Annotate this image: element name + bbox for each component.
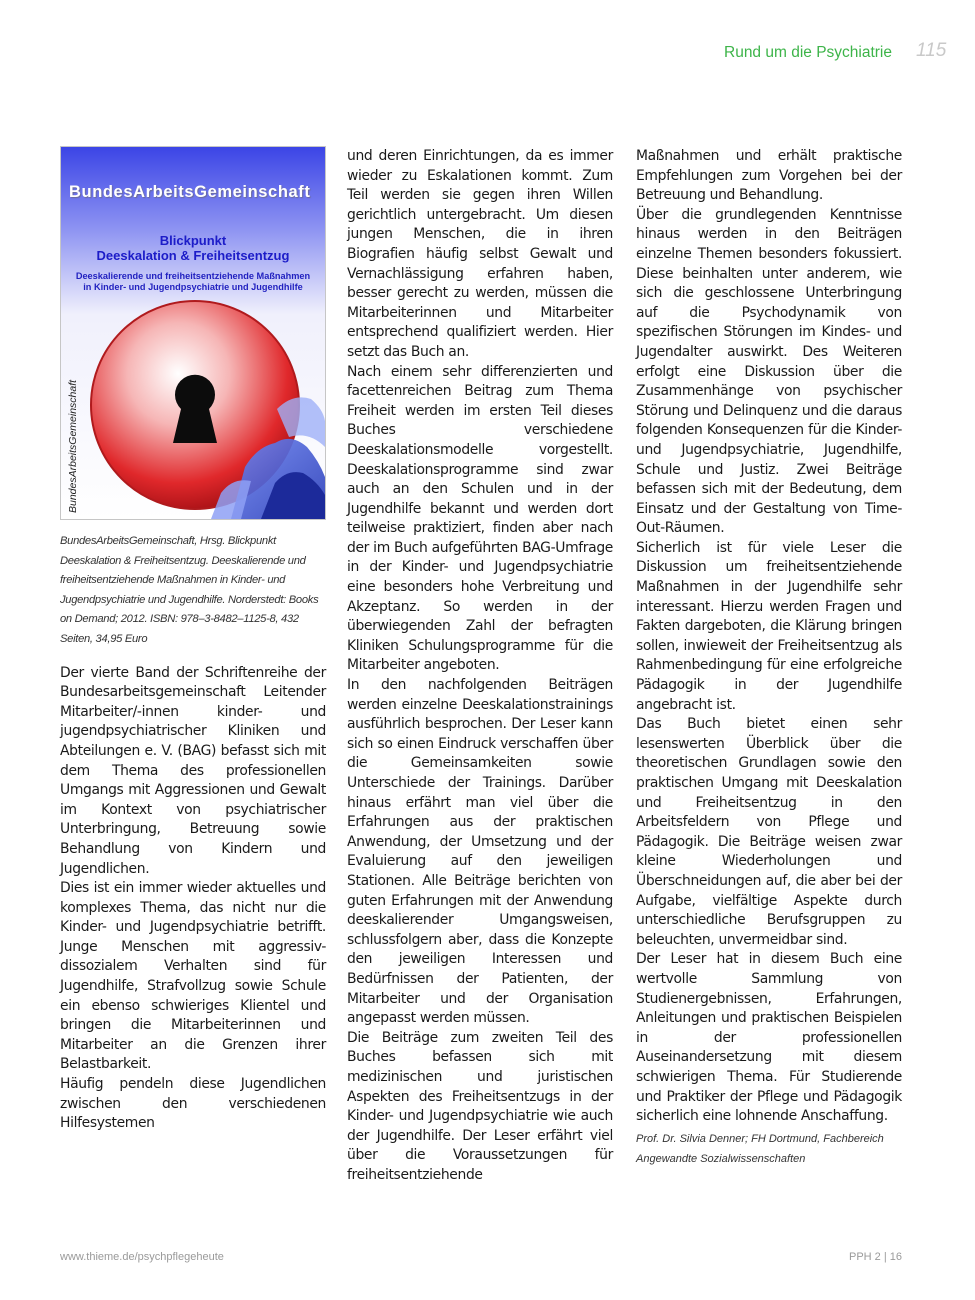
paragraph: In den nachfolgenden Beiträgen werden einzelne Deeskalationstrainings ausführlich besprochen. Der Leser kann sich so einen Eindruck verschaffen über die Gemeinsamkeiten sowie Unterschiede der Trainings. Darüber hinaus erfährt man viel über die Erfahrungen aus der praktischen Anwendung, der Umsetzung und der Evaluierung auf den jeweiligen Stationen. Alle Beiträge berichten von guten Erfahrungen mit der Anwendung deeskalierender Umgangsweisen, schlussfolgern aber, dass die Konzepte den jeweiligen Interessen und Bedürfnissen der Patienten, der Mitarbeiter und der Organisation angepasst werden müssen. xyxy=(347,677,613,1027)
book-caption: BundesArbeitsGemeinschaft, Hrsg. Blickpunkt Deeskalation & Freiheitsentzug. Deeskalierende und freiheitsentziehende Maßnahmen in Kinder- und Jugendpsychiatrie und Jugendhilfe. Norderstedt: Books on Demand; 2012. ISBN: 978–3-8482–1125-8, 432 Seiten, 34,95 Euro xyxy=(60,535,319,645)
cover-spine-text: BundesArbeitsGemeinschaft xyxy=(67,379,79,513)
paragraph: Über die grundlegenden Kenntnisse hinaus werden in den Beiträgen einzelne Themen besonders fokussiert. Diese beinhalten unter anderem, wie sich die geschlossene Unterbringung auf die Psychodynamik von spezifischen Störungen im Kindes- und Jugendalter auswirkt. Des Weiteren erfolgt eine Diskussion über die Zusammenhänge von psychischer Störung und Delinquenz und die daraus folgenden Konsequenzen für die Kinder- und Jugendpsychiatrie, Jugendhilfe, Schule und Justiz. Zwei Beiträge befassen sich mit der Bedeutung, dem Einsatz und der Gestaltung von Time-Out-Räumen. xyxy=(636,206,902,537)
book-cover-image xyxy=(60,146,326,520)
paragraph: Maßnahmen und erhält praktische Empfehlungen zum Vorgehen bei der Betreuung und Behandlung. xyxy=(636,148,902,204)
paragraph: und deren Einrichtungen, da es immer wieder zu Eskalationen kommt. Zum Teil werden sie gegen ihren Willen gerichtlich untergebracht. Um diesen jungen Menschen, die in ihren Biografien häufig selbst Gewalt und Vernachlässigung erfahren haben, besser gerecht zu werden, müssen die Mitarbeiterinnen und Mitarbeiter entsprechend qualifiziert werden. Hier setzt das Buch an. xyxy=(347,148,613,360)
column-3 xyxy=(636,147,902,1169)
cover-subtitle: Deeskalierende und freiheitsentziehende Maßnahmen in Kinder- und Jugendpsychiatrie und Jugendhilfe xyxy=(75,271,311,292)
paragraph: Sicherlich ist für viele Leser die Diskussion um freiheitsentziehende Maßnahmen in der Jugendhilfe sehr interessant. Hierzu werden Fragen und Fakten dargeboten, die Klärung bringen sollen, inwieweit der Freiheitsentzug als Rahmenbedingung für eine erfolgreiche Pädagogik in der Jugendhilfe angebracht ist. xyxy=(636,539,902,713)
paragraph: Häufig pendeln diese Jugendlichen zwischen den verschiedenen Hilfesystemen xyxy=(60,1076,326,1132)
paragraph: Das Buch bietet einen sehr lesenswerten Überblick über die theoretischen Grundlagen sowie den praktischen Umgang mit Deeskalation und Freiheitsentzug in den Arbeitsfeldern von Pflege und Pädagogik. Die Beiträge weisen zwar kleine Wiederholungen und Überschneidungen auf, die aber bei der Aufgabe, vielfältige Aspekte durch unterschiedliche Berufsgruppen zu beleuchten, unvermeidbar sind. xyxy=(636,716,902,948)
section-title: Rund um die Psychiatrie xyxy=(724,44,892,61)
column-1-text xyxy=(60,664,326,1134)
paragraph: Nach einem sehr differenzierten und facettenreichen Beitrag zum Thema Freiheit werden im ersten Teil dieses Buches verschiedene Deeskalationsmodelle vorgestellt. Deeskalationsprogramme sind zwar auch an den Schulen und in der Jugendhilfe bekannt und werden dort teilweise praktiziert, finden aber nach der im Buch aufgeführten BAG-Umfrage in der Kinder- und Jugendpsychiatrie eine besonders hohe Verbreitung und Akzeptanz. So werden in der überwiegenden Zahl der befragten Kliniken Schulungsprogramme für die Mitarbeiter angeboten. xyxy=(347,363,613,674)
page-number: 115 xyxy=(916,40,947,61)
footer-issue: PPH 2 | 16 xyxy=(849,1251,902,1263)
paragraph: Der Leser hat in diesem Buch eine wertvolle Sammlung von Studienergebnissen, Erfahrungen, Anleitungen und praktischen Beispielen in der professionellen Auseinandersetzung mit diesem schwierigen Thema. Für Studierende und Praktiker der Pflege und Pädagogik sicherlich eine lohnende Anschaffung. xyxy=(636,951,902,1125)
column-1 xyxy=(60,146,326,1134)
cover-title-line2: Deeskalation & Freiheitsentzug xyxy=(96,248,290,263)
cover-artwork xyxy=(61,147,325,519)
footer-url: www.thieme.de/psychpflegeheute xyxy=(60,1251,224,1263)
reviewer-credit: Prof. Dr. Silvia Denner; FH Dortmund, Fachbereich Angewandte Sozialwissenschaften xyxy=(636,1132,884,1165)
paragraph: Der vierte Band der Schriftenreihe der Bundesarbeitsgemeinschaft Leitender Mitarbeiter/-innen kinder- und jugendpsychiatrischer Kliniken und Abteilungen e. V. (BAG) befasst sich mit dem Thema des professionellen Umgangs mit Aggressionen und Gewalt im Kontext von psychiatrischer Unterbringung, Betreuung sowie Behandlung von Kindern und Jugendlichen. xyxy=(60,664,326,877)
cover-series-title: BundesArbeitsGemeinschaft xyxy=(69,183,311,201)
column-2 xyxy=(347,147,613,1185)
paragraph: Dies ist ein immer wieder aktuelles und komplexes Thema, das nicht nur die Kinder- und Jugendpsychiatrie betrifft. Junge Menschen mit aggressiv-dissozialem Verhalten sind für Jugendhilfe, Strafvollzug sowie Schule ein ebenso schwieriges Klientel und bringen die Mitarbeiterinnen und Mitarbeiter an die Grenzen ihrer Belastbarkeit. xyxy=(60,880,326,1073)
cover-title-line1: Blickpunkt xyxy=(159,233,227,248)
paragraph: Die Beiträge zum zweiten Teil des Buches befassen sich mit medizinischen und juristischen Aspekten des Freiheitsentzugs in der Kinder- und Jugendpsychiatrie wie auch der Jugendhilfe. Der Leser erfährt viel über die Voraussetzungen für freiheitsentziehende xyxy=(347,1029,613,1183)
